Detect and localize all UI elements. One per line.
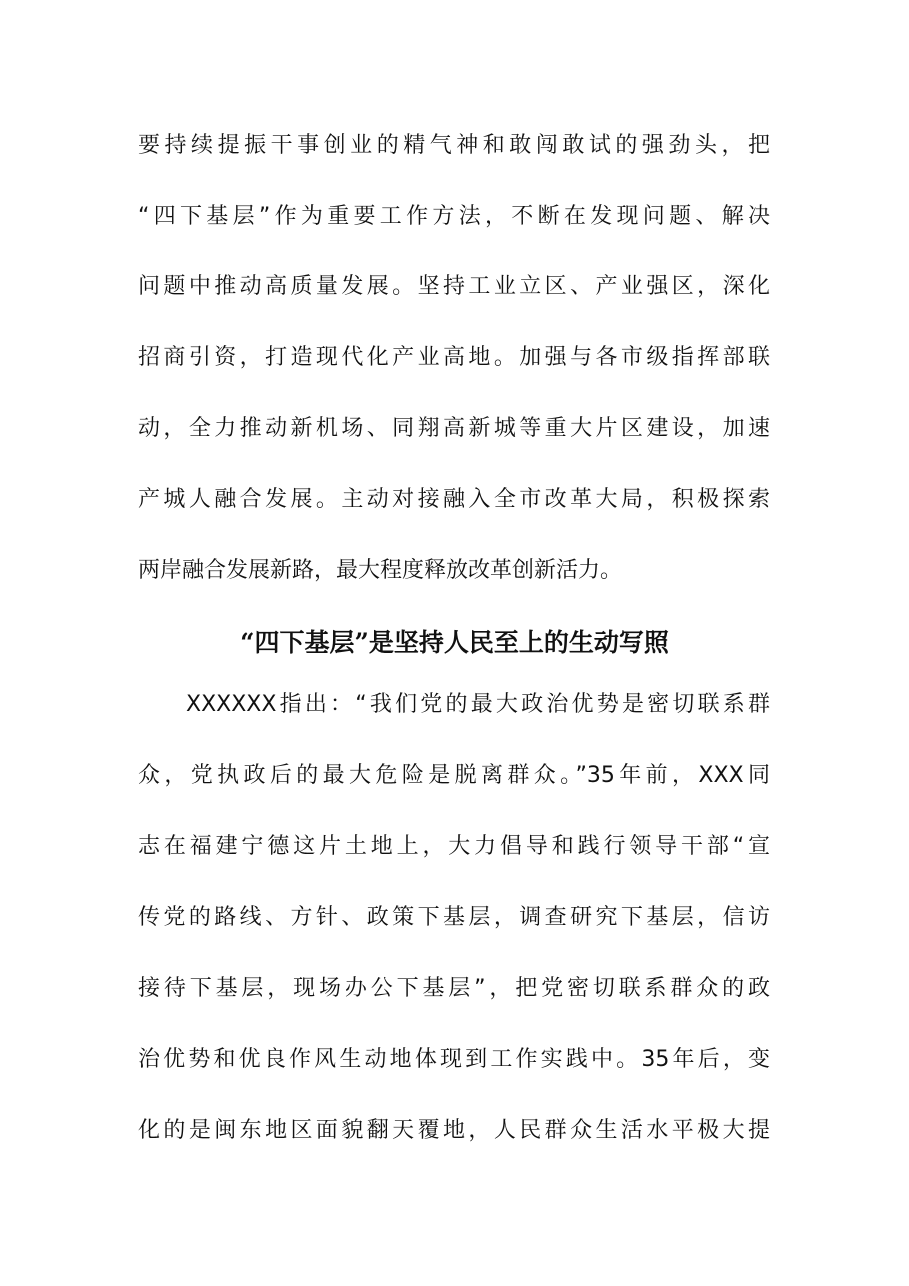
paragraph-line: 两岸融合发展新路，最大程度释放改革创新活力。 bbox=[138, 558, 623, 583]
paragraph-line: 要持续提振干事创业的精气神和敢闯敢试的强劲头，把 bbox=[138, 133, 770, 158]
section-heading: “四下基层”是坚持人民至上的生动写照 bbox=[240, 628, 669, 657]
paragraph-line: “四下基层”作为重要工作方法，不断在发现问题、解决 bbox=[138, 204, 770, 229]
paragraph-line: 众，党执政后的最大危险是脱离群众。”35年前，XXX同 bbox=[138, 763, 770, 788]
paragraph-line: 治优势和优良作风生动地体现到工作实践中。35年后，变 bbox=[138, 1047, 770, 1072]
paragraph-line: 化的是闽东地区面貌翻天覆地，人民群众生活水平极大提 bbox=[138, 1118, 770, 1143]
paragraph-line: 问题中推动高质量发展。坚持工业立区、产业强区，深化 bbox=[138, 274, 770, 299]
paragraph-line: 招商引资，打造现代化产业高地。加强与各市级指挥部联 bbox=[138, 345, 770, 370]
paragraph-line: 产城人融合发展。主动对接融入全市改革大局，积极探索 bbox=[138, 487, 770, 512]
paragraph-line: 志在福建宁德这片土地上，大力倡导和践行领导干部“宣 bbox=[138, 834, 770, 859]
paragraph-line: XXXXXX指出：“我们党的最大政治优势是密切联系群 bbox=[186, 692, 770, 717]
paragraph-line: 传党的路线、方针、政策下基层，调查研究下基层，信访 bbox=[138, 905, 770, 930]
paragraph-line: 接待下基层，现场办公下基层”，把党密切联系群众的政 bbox=[138, 976, 770, 1001]
paragraph-line: 动，全力推动新机场、同翔高新城等重大片区建设，加速 bbox=[138, 416, 770, 441]
